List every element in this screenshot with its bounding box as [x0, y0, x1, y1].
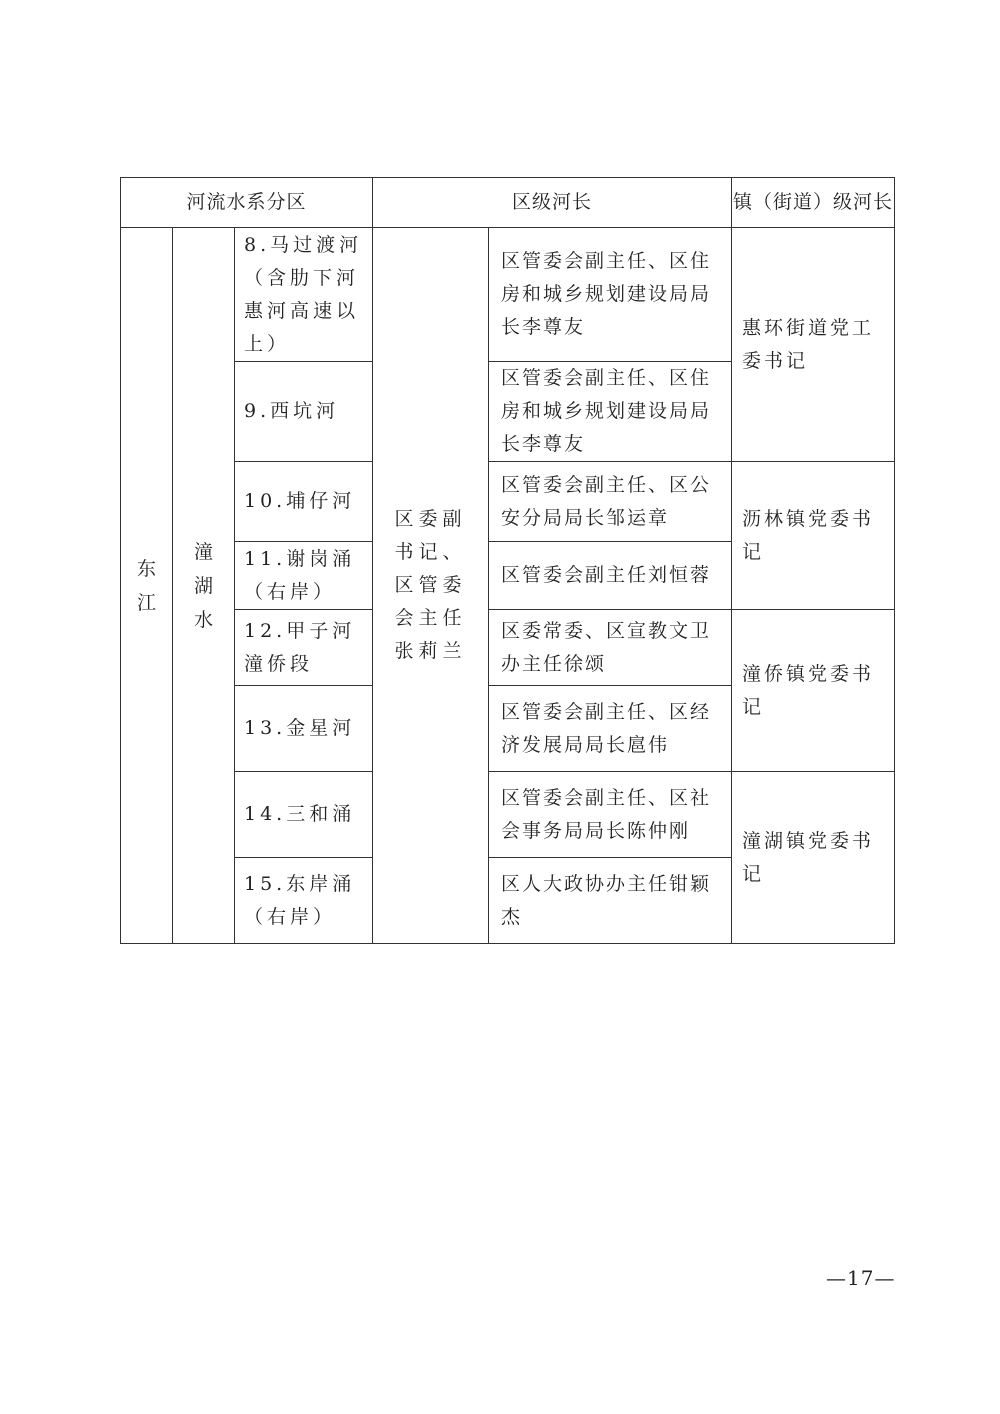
district-leader: 区委副书记、区管委会主任张莉兰	[373, 228, 489, 944]
town-chief: 潼侨镇党委书记	[732, 610, 895, 772]
deputy-chief: 区管委会副主任、区住房和城乡规划建设局局长李尊友	[489, 362, 732, 462]
deputy-chief: 区管委会副主任、区经济发展局局长扈伟	[489, 686, 732, 772]
deputy-chief: 区人大政协办主任钳颖杰	[489, 858, 732, 944]
table-row	[121, 772, 895, 858]
deputy-chief: 区管委会副主任、区公安分局局长邹运章	[489, 462, 732, 542]
page-number: —17—	[826, 1266, 896, 1290]
river-name: 9.西坑河	[235, 362, 373, 462]
deputy-chief: 区管委会副主任刘恒蓉	[489, 542, 732, 610]
town-chief: 潼湖镇党委书记	[732, 772, 895, 944]
header-district-chief: 区级河长	[373, 178, 732, 228]
river-name: 10.埔仔河	[235, 462, 373, 542]
header-town-chief: 镇（街道）级河长	[732, 178, 895, 228]
town-chief: 沥林镇党委书记	[732, 462, 895, 610]
deputy-chief: 区管委会副主任、区住房和城乡规划建设局局长李尊友	[489, 228, 732, 362]
subregion-cell	[173, 228, 235, 944]
header-water-system: 河流水系分区	[121, 178, 373, 228]
river-name: 11.谢岗涌（右岸）	[235, 542, 373, 610]
table-row	[121, 610, 895, 686]
deputy-chief: 区管委会副主任、区社会事务局局长陈仲刚	[489, 772, 732, 858]
river-name: 14.三和涌	[235, 772, 373, 858]
table-header-row	[121, 178, 895, 228]
river-chief-table	[120, 177, 895, 944]
river-name: 15.东岸涌（右岸）	[235, 858, 373, 944]
river-name: 13.金星河	[235, 686, 373, 772]
subregion-name: 潼湖水	[193, 540, 213, 631]
region-cell	[121, 228, 173, 944]
table-row	[121, 228, 895, 362]
town-chief: 惠环街道党工委书记	[732, 228, 895, 462]
region-name: 东江	[136, 557, 156, 614]
river-name: 8.马过渡河（含肋下河惠河高速以上）	[235, 228, 373, 362]
river-name: 12.甲子河潼侨段	[235, 610, 373, 686]
deputy-chief: 区委常委、区宣教文卫办主任徐颂	[489, 610, 732, 686]
table-row	[121, 462, 895, 542]
